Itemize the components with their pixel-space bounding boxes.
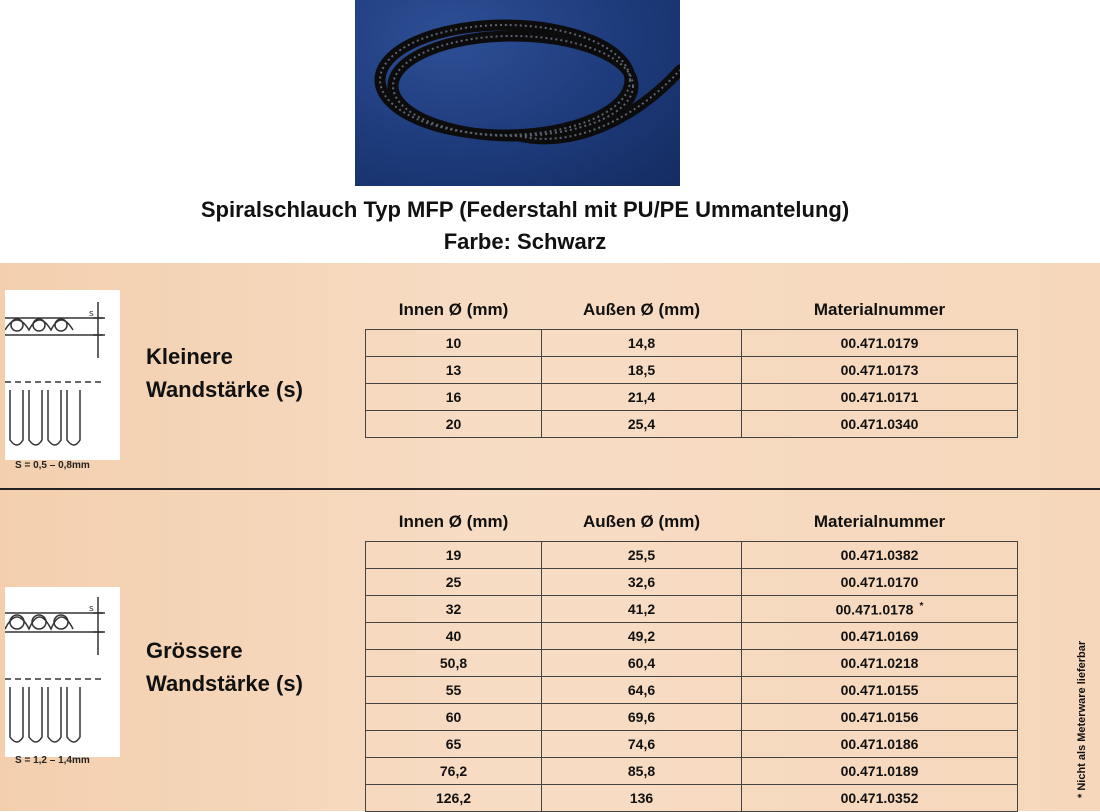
- cell-outer: 74,6: [542, 731, 742, 758]
- hose-cross-section-icon: [5, 290, 120, 460]
- table-row: [366, 411, 1018, 438]
- side-footnote: [1068, 600, 1100, 800]
- cell-material: [742, 596, 1018, 623]
- table-row: [366, 650, 1018, 677]
- cell-outer: 32,6: [542, 569, 742, 596]
- table-row: [366, 596, 1018, 623]
- table-row: [366, 330, 1018, 357]
- table-row: [366, 677, 1018, 704]
- table-row: [366, 704, 1018, 731]
- table-row: [366, 569, 1018, 596]
- cell-material: 00.471.0155: [742, 677, 1018, 704]
- cell-inner: 32: [366, 596, 542, 623]
- section-heading: [146, 340, 303, 406]
- cell-outer: 60,4: [542, 650, 742, 677]
- table-row: [366, 623, 1018, 650]
- cell-outer: 41,2: [542, 596, 742, 623]
- heading-line-1: Kleinere: [146, 344, 233, 369]
- cell-outer: 25,4: [542, 411, 742, 438]
- cell-outer: 25,5: [542, 542, 742, 569]
- column-header-outer: Außen Ø (mm): [582, 512, 701, 531]
- cell-inner: 13: [366, 357, 542, 384]
- coiled-hose-icon: [355, 0, 680, 186]
- heading-line-2: Wandstärke (s): [146, 671, 303, 696]
- cell-material: 00.471.0173: [742, 357, 1018, 384]
- cell-inner: 60: [366, 704, 542, 731]
- heading-line-2: Wandstärke (s): [146, 377, 303, 402]
- wall-profile-diagram-large: [5, 587, 120, 757]
- table-row: [366, 731, 1018, 758]
- product-photo: [355, 0, 680, 186]
- cell-inner: 76,2: [366, 758, 542, 785]
- cell-inner: 25: [366, 569, 542, 596]
- column-header-inner: Innen Ø (mm): [398, 300, 509, 319]
- cell-outer: 85,8: [542, 758, 742, 785]
- cell-material: 00.471.0169: [742, 623, 1018, 650]
- table-row: [366, 542, 1018, 569]
- footnote-text: * Nicht als Meterware lieferbar: [1076, 640, 1088, 798]
- cell-material: 00.471.0189: [742, 758, 1018, 785]
- cell-material: 00.471.0179: [742, 330, 1018, 357]
- column-header-outer: Außen Ø (mm): [582, 300, 701, 319]
- cell-material: 00.471.0218: [742, 650, 1018, 677]
- cell-inner: 55: [366, 677, 542, 704]
- hose-cross-section-icon: [5, 587, 120, 757]
- product-color: Farbe: Schwarz: [443, 229, 607, 254]
- diagram-caption: S = 1,2 – 1,4mm: [15, 755, 90, 766]
- spec-table-large: [365, 503, 1018, 812]
- cell-material: 00.471.0340: [742, 411, 1018, 438]
- spec-table-small: [365, 291, 1018, 438]
- cell-outer: 136: [542, 785, 742, 812]
- cell-outer: 64,6: [542, 677, 742, 704]
- cell-material: 00.471.0186: [742, 731, 1018, 758]
- cell-material: 00.471.0352: [742, 785, 1018, 812]
- section-heading: [146, 634, 303, 700]
- svg-text:s: s: [89, 309, 94, 319]
- section-large-wall: [0, 490, 1100, 811]
- column-header-inner: Innen Ø (mm): [398, 512, 509, 531]
- table-row: [366, 357, 1018, 384]
- column-header-material: Materialnummer: [813, 512, 946, 531]
- cell-outer: 14,8: [542, 330, 742, 357]
- cell-outer: 69,6: [542, 704, 742, 731]
- column-header-material: Materialnummer: [813, 300, 946, 319]
- cell-material: 00.471.0171: [742, 384, 1018, 411]
- cell-outer: 21,4: [542, 384, 742, 411]
- table-row: [366, 758, 1018, 785]
- cell-inner: 16: [366, 384, 542, 411]
- wall-profile-diagram-small: [5, 290, 120, 460]
- cell-inner: 65: [366, 731, 542, 758]
- cell-material: 00.471.0156: [742, 704, 1018, 731]
- cell-inner: 10: [366, 330, 542, 357]
- cell-inner: 126,2: [366, 785, 542, 812]
- material-number: 00.471.0178: [835, 601, 914, 618]
- svg-text:s: s: [89, 604, 94, 614]
- product-title: Spiralschlauch Typ MFP (Federstahl mit PU/PE Ummantelung): [200, 197, 850, 222]
- cell-inner: 50,8: [366, 650, 542, 677]
- cell-inner: 40: [366, 623, 542, 650]
- cell-material: 00.471.0170: [742, 569, 1018, 596]
- table-row: [366, 384, 1018, 411]
- section-small-wall: [0, 263, 1100, 488]
- cell-inner: 20: [366, 411, 542, 438]
- diagram-caption: S = 0,5 – 0,8mm: [15, 460, 90, 471]
- cell-outer: 49,2: [542, 623, 742, 650]
- cell-outer: 18,5: [542, 357, 742, 384]
- cell-material: 00.471.0382: [742, 542, 1018, 569]
- heading-line-1: Grössere: [146, 638, 243, 663]
- cell-inner: 19: [366, 542, 542, 569]
- table-row: [366, 785, 1018, 812]
- footnote-mark: *: [919, 600, 924, 612]
